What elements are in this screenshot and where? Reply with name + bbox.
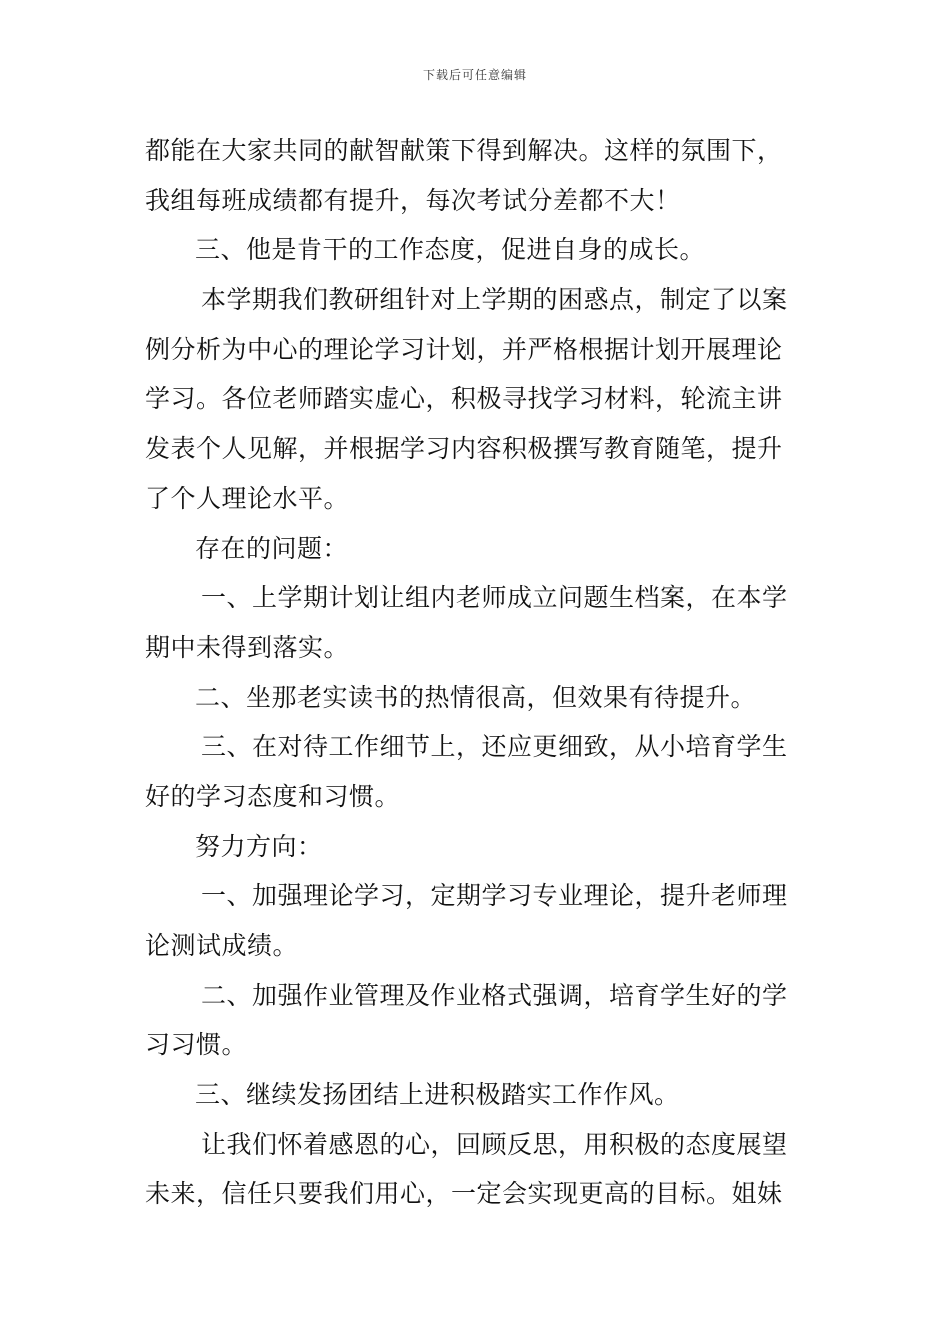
section-heading: 努力方向： [195, 831, 323, 861]
text-line: 发表个人见解，并根据学习内容积极撰写教育随笔，提升 [145, 434, 783, 464]
text-line: 都能在大家共同的献智献策下得到解决。这样的氛围下， [145, 136, 783, 165]
page-header: 下载后可任意编辑 [422, 68, 527, 82]
text-line: 让我们怀着感恩的心，回顾反思，用积极的态度展望 [201, 1129, 788, 1159]
text-line: 好的学习态度和习惯。 [145, 781, 401, 811]
document-body [145, 126, 815, 1219]
text-line: 一、上学期计划让组内老师成立问题生档案，在本学 [201, 583, 788, 613]
section-heading: 三、他是肯干的工作态度，促进自身的成长。 [195, 235, 706, 265]
text-line: 未来，信任只要我们用心，一定会实现更高的目标。姐妹 [145, 1179, 783, 1209]
text-line: 例分析为中心的理论学习计划，并严格根据计划开展理论 [145, 334, 783, 364]
text-line: 二、加强作业管理及作业格式强调，培育学生好的学 [201, 980, 788, 1010]
text-line: 习习惯。 [145, 1030, 248, 1060]
text-line: 期中未得到落实。 [145, 632, 350, 662]
text-line: 二、坐那老实读书的热情很高，但效果有待提升。 [195, 682, 757, 712]
text-line: 我组每班成绩都有提升，每次考试分差都不大！ [145, 185, 681, 215]
text-line: 三、继续发扬团结上进积极踏实工作作风。 [195, 1080, 680, 1110]
text-line: 三、在对待工作细节上，还应更细致，从小培育学生 [201, 732, 788, 762]
text-line: 论测试成绩。 [145, 931, 299, 960]
text-line: 学习。各位老师踏实虚心，积极寻找学习材料，轮流主讲 [145, 384, 783, 414]
section-heading: 存在的问题： [195, 533, 349, 563]
text-line: 了个人理论水平。 [145, 483, 350, 513]
text-line: 一、加强理论学习，定期学习专业理论，提升老师理 [201, 881, 788, 911]
text-line: 本学期我们教研组针对上学期的困惑点，制定了以案 [201, 285, 788, 315]
